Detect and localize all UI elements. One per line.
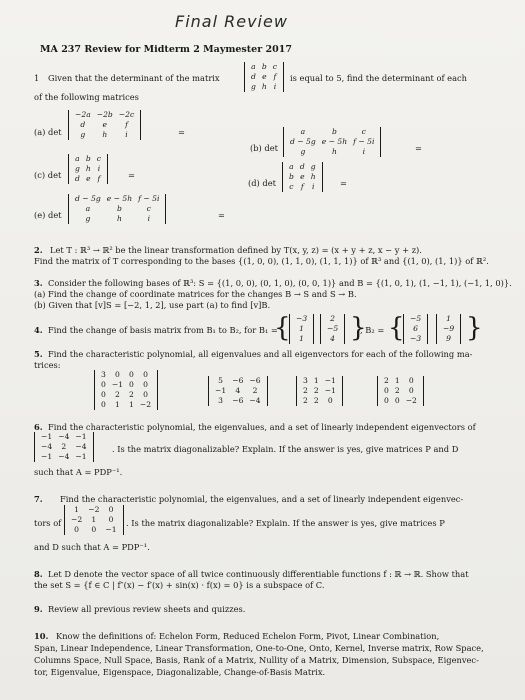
matrix-entry: 0 bbox=[74, 525, 80, 534]
matrix-row bbox=[98, 400, 154, 410]
matrix-row bbox=[68, 515, 120, 525]
q1d-equals: = bbox=[340, 178, 347, 188]
q1b-equals: = bbox=[415, 143, 422, 153]
q5-line2: trices: bbox=[34, 360, 61, 370]
q1a-label: (a) det bbox=[34, 127, 62, 137]
q1a-matrix bbox=[68, 110, 141, 140]
matrix-body bbox=[407, 314, 424, 344]
matrix-entry: 2 bbox=[252, 386, 258, 395]
q8-line2: the set S = {f ∈ C | f″(x) − f′(x) + sin(x) · f(x) = 0} is a subspace of C. bbox=[34, 580, 325, 590]
matrix-entry: 0 bbox=[101, 390, 106, 399]
matrix-entry: 0 bbox=[129, 380, 134, 389]
matrix-entry: g bbox=[251, 82, 256, 91]
matrix-entry: 2 bbox=[384, 376, 389, 385]
q6-matrix bbox=[34, 432, 94, 462]
vector-row bbox=[293, 324, 310, 334]
matrix-entry: −4 bbox=[249, 396, 261, 405]
matrix-row bbox=[381, 386, 420, 396]
q4-b2-label: , B₂ = bbox=[360, 325, 385, 335]
matrix-row bbox=[72, 204, 162, 214]
q1e-matrix bbox=[68, 194, 166, 224]
matrix-entry: −2 bbox=[71, 515, 83, 524]
vector-entry: 4 bbox=[330, 334, 336, 343]
matrix-row bbox=[72, 154, 104, 164]
q4-b2-vector-1 bbox=[403, 314, 428, 344]
matrix-row bbox=[72, 194, 162, 204]
matrix-entry: −2 bbox=[88, 505, 100, 514]
q1a-equals: = bbox=[178, 127, 185, 137]
q1b-matrix bbox=[283, 127, 381, 157]
matrix-entry: i bbox=[97, 164, 101, 173]
matrix-body bbox=[248, 62, 280, 92]
matrix-entry: i bbox=[273, 82, 277, 91]
q2-number: 2. bbox=[34, 245, 43, 255]
vector-entry: −5 bbox=[327, 324, 339, 333]
matrix-entry: d bbox=[80, 120, 86, 129]
matrix-row bbox=[38, 442, 90, 452]
matrix-row bbox=[38, 452, 90, 462]
matrix-entry: −1 bbox=[75, 432, 87, 441]
matrix-entry: a bbox=[75, 154, 80, 163]
matrix-entry: −2c bbox=[118, 110, 135, 119]
q4-b2-brace-open: { bbox=[388, 313, 405, 343]
q4-number: 4. bbox=[34, 325, 43, 335]
matrix-entry: −4 bbox=[75, 442, 87, 451]
q7-matrix bbox=[64, 505, 124, 535]
course-title: MA 237 Review for Midterm 2 Maymester 2017 bbox=[40, 44, 292, 55]
matrix-entry: b bbox=[261, 62, 267, 71]
matrix-entry: a bbox=[85, 204, 91, 213]
vector-entry: −9 bbox=[443, 324, 455, 333]
matrix-entry: −4 bbox=[58, 452, 70, 461]
matrix-entry: d bbox=[75, 174, 80, 183]
vector-entry: 9 bbox=[446, 334, 452, 343]
matrix-entry: f − 5i bbox=[138, 194, 160, 203]
matrix-entry: h bbox=[85, 164, 91, 173]
matrix-body bbox=[287, 127, 377, 157]
q6-line1: Find the characteristic polynomial, the eigenvalues, and a set of linearly independent eigenvectors of bbox=[48, 422, 476, 432]
vector-row bbox=[440, 314, 457, 324]
vector-row bbox=[440, 324, 457, 334]
vector-entry: 6 bbox=[413, 324, 419, 333]
matrix-entry: 0 bbox=[384, 386, 389, 395]
vector-entry: 2 bbox=[330, 314, 336, 323]
matrix-body bbox=[98, 370, 154, 410]
matrix-entry: 2 bbox=[394, 386, 400, 395]
q3-line2: (a) Find the change of coordinate matrices for the changes B → S and S → B. bbox=[34, 289, 357, 299]
q1-number: 1 bbox=[34, 73, 40, 83]
matrix-entry: i bbox=[147, 214, 151, 223]
matrix-entry: i bbox=[125, 130, 128, 139]
matrix-entry: 0 bbox=[129, 370, 134, 379]
vector-entry: −3 bbox=[410, 334, 422, 343]
q5-matrix-3 bbox=[296, 376, 343, 406]
q4-b1-brace-open: { bbox=[274, 313, 291, 343]
matrix-entry: g bbox=[300, 147, 306, 156]
vector-row bbox=[324, 334, 341, 344]
vector-row bbox=[440, 334, 457, 344]
q1d-matrix bbox=[282, 162, 323, 192]
matrix-row bbox=[212, 376, 264, 386]
matrix-entry: f bbox=[273, 72, 277, 81]
matrix-entry: −1 bbox=[324, 376, 336, 385]
vector-row bbox=[293, 314, 310, 324]
q4-b1-vector-1 bbox=[289, 314, 314, 344]
matrix-body bbox=[72, 154, 104, 184]
vector-row bbox=[324, 324, 341, 334]
matrix-body bbox=[440, 314, 457, 344]
matrix-entry: −1 bbox=[41, 432, 53, 441]
matrix-entry: −6 bbox=[249, 376, 261, 385]
q1-intro: Given that the determinant of the matrix bbox=[48, 73, 220, 83]
q1b-label: (b) det bbox=[250, 143, 278, 153]
matrix-entry: c bbox=[96, 154, 102, 163]
q10-line2: Span, Linear Independence, Linear Transformation, One-to-One, Onto, Kernel, Inverse matrix, Row Space, bbox=[34, 643, 484, 653]
q1c-matrix bbox=[68, 154, 108, 184]
matrix-body bbox=[38, 432, 90, 462]
matrix-entry: c bbox=[272, 62, 278, 71]
matrix-entry: 2 bbox=[313, 386, 319, 395]
matrix-row bbox=[72, 110, 137, 120]
matrix-entry: b bbox=[117, 204, 122, 213]
matrix-entry: 2 bbox=[303, 386, 308, 395]
matrix-entry: d − 5g bbox=[290, 137, 316, 146]
matrix-entry: 0 bbox=[143, 380, 148, 389]
matrix-entry: −1 bbox=[75, 452, 87, 461]
matrix-entry: d − 5g bbox=[75, 194, 101, 203]
q4-b2-brace-close: } bbox=[466, 313, 483, 343]
q4-b2-vector-2 bbox=[436, 314, 461, 344]
matrix-entry: 2 bbox=[129, 390, 134, 399]
matrix-entry: −6 bbox=[232, 396, 244, 405]
q9-number: 9. bbox=[34, 604, 43, 614]
q7-pre: tors of bbox=[34, 518, 62, 528]
matrix-row bbox=[300, 386, 339, 396]
vector-row bbox=[324, 314, 341, 324]
q10-line4: tor, Eigenvalue, Eigenspace, Diagonalizable, Change-of-Basis Matrix. bbox=[34, 667, 326, 677]
matrix-entry: e bbox=[262, 72, 267, 81]
matrix-row bbox=[248, 72, 280, 82]
matrix-entry: −2 bbox=[405, 396, 417, 405]
matrix-entry: 0 bbox=[408, 386, 414, 395]
q8-line1: Let D denote the vector space of all twice continuously differentiable functions f : ℝ → ℝ. Show that bbox=[48, 569, 469, 579]
q4-b1-brace-close: } bbox=[350, 313, 367, 343]
matrix-entry: g bbox=[75, 164, 80, 173]
matrix-body bbox=[68, 505, 120, 535]
matrix-entry: 4 bbox=[235, 386, 241, 395]
matrix-entry: 0 bbox=[384, 396, 389, 405]
matrix-row bbox=[300, 376, 339, 386]
matrix-row bbox=[38, 432, 90, 442]
matrix-entry: 3 bbox=[218, 396, 224, 405]
matrix-row bbox=[381, 396, 420, 406]
q5-matrix-2 bbox=[208, 376, 268, 406]
matrix-entry: −1 bbox=[111, 380, 124, 389]
q10-line1: Know the definitions of: Echelon Form, Reduced Echelon Form, Pivot, Linear Combination, bbox=[56, 631, 440, 641]
matrix-entry: −2a bbox=[75, 110, 91, 119]
matrix-entry: 0 bbox=[101, 400, 106, 409]
matrix-row bbox=[287, 137, 377, 147]
matrix-entry: 0 bbox=[143, 370, 148, 379]
matrix-entry: i bbox=[311, 182, 315, 191]
q3-line3: (b) Given that [v]S = [−2, 1, 2], use part (a) to find [v]B. bbox=[34, 300, 271, 310]
matrix-entry: b bbox=[85, 154, 91, 163]
matrix-entry: −1 bbox=[324, 386, 336, 395]
matrix-row bbox=[286, 162, 319, 172]
matrix-entry: a bbox=[251, 62, 256, 71]
matrix-entry: −2b bbox=[96, 110, 113, 119]
matrix-entry: h bbox=[310, 172, 316, 181]
matrix-body bbox=[212, 376, 264, 406]
vector-row bbox=[293, 334, 310, 344]
matrix-entry: a bbox=[289, 162, 294, 171]
matrix-entry: f bbox=[97, 174, 101, 183]
matrix-row bbox=[72, 214, 162, 224]
matrix-entry: −1 bbox=[41, 452, 53, 461]
matrix-entry: g bbox=[80, 130, 86, 139]
matrix-row bbox=[98, 390, 154, 400]
matrix-entry: 5 bbox=[218, 376, 224, 385]
matrix-entry: e bbox=[102, 120, 108, 129]
matrix-entry: −4 bbox=[58, 432, 70, 441]
matrix-entry: e bbox=[86, 174, 91, 183]
q5-line1: Find the characteristic polynomial, all eigenvalues and all eigenvectors for each of the following ma- bbox=[48, 349, 473, 359]
matrix-entry: 0 bbox=[394, 396, 400, 405]
matrix-entry: i bbox=[362, 147, 366, 156]
matrix-entry: −2 bbox=[139, 400, 152, 409]
matrix-entry: g bbox=[310, 162, 316, 171]
matrix-entry: −6 bbox=[232, 376, 244, 385]
handwritten-title: Final Review bbox=[175, 12, 288, 31]
q7-line2: . Is the matrix diagonalizable? Explain. If the answer is yes, give matrices P bbox=[126, 518, 445, 528]
matrix-body bbox=[72, 194, 162, 224]
matrix-entry: g bbox=[85, 214, 91, 223]
q5-number: 5. bbox=[34, 349, 43, 359]
matrix-entry: c bbox=[146, 204, 151, 213]
matrix-entry: b bbox=[332, 127, 337, 136]
matrix-entry: h bbox=[261, 82, 267, 91]
matrix-entry: h bbox=[117, 214, 122, 223]
matrix-row bbox=[72, 120, 137, 130]
q3-line1: Consider the following bases of ℝ³: S = {(1, 0, 0), (0, 1, 0), (0, 0, 1)} and B = {(1, 0, 1), (1, −1, 1), (−1, 1, 0)}. bbox=[48, 278, 512, 288]
q8-number: 8. bbox=[34, 569, 43, 579]
q3-number: 3. bbox=[34, 278, 43, 288]
matrix-row bbox=[248, 62, 280, 72]
q7-line1: Find the characteristic polynomial, the eigenvalues, and a set of linearly independent eigenvec- bbox=[60, 494, 464, 504]
matrix-entry: f − 5i bbox=[353, 137, 375, 146]
matrix-row bbox=[98, 380, 154, 390]
q5-matrix-1 bbox=[94, 370, 158, 410]
matrix-row bbox=[212, 386, 264, 396]
q9-text: Review all previous review sheets and quizzes. bbox=[48, 604, 246, 614]
q10-number: 10. bbox=[34, 631, 49, 641]
q7-number: 7. bbox=[34, 494, 43, 504]
matrix-entry: e − 5h bbox=[321, 137, 348, 146]
matrix-entry: −1 bbox=[105, 525, 117, 534]
q1c-label: (c) det bbox=[34, 170, 62, 180]
matrix-entry: 0 bbox=[108, 515, 114, 524]
matrix-entry: 0 bbox=[327, 396, 333, 405]
matrix-entry: 3 bbox=[303, 376, 308, 385]
matrix-entry: f bbox=[125, 120, 128, 129]
matrix-entry: 1 bbox=[74, 505, 80, 514]
matrix-entry: 0 bbox=[108, 505, 114, 514]
matrix-row bbox=[300, 396, 339, 406]
matrix-row bbox=[68, 505, 120, 515]
matrix-body bbox=[286, 162, 319, 192]
matrix-row bbox=[287, 147, 377, 157]
vector-entry: 1 bbox=[446, 314, 452, 323]
matrix-entry: 1 bbox=[129, 400, 134, 409]
q1e-label: (e) det bbox=[34, 210, 62, 220]
matrix-row bbox=[248, 82, 280, 92]
matrix-entry: 0 bbox=[408, 376, 414, 385]
matrix-row bbox=[72, 130, 137, 140]
matrix-entry: 1 bbox=[394, 376, 400, 385]
matrix-body bbox=[300, 376, 339, 406]
vector-entry: −5 bbox=[410, 314, 422, 323]
matrix-entry: 2 bbox=[115, 390, 120, 399]
matrix-row bbox=[72, 174, 104, 184]
matrix-entry: 1 bbox=[313, 376, 319, 385]
matrix-entry: b bbox=[289, 172, 294, 181]
matrix-entry: −4 bbox=[41, 442, 53, 451]
matrix-row bbox=[68, 525, 120, 535]
matrix-entry: f bbox=[300, 182, 304, 191]
q1-intro2: is equal to 5, find the determinant of each bbox=[290, 73, 468, 83]
q6-line3: such that A = PDP⁻¹. bbox=[34, 467, 123, 477]
matrix-entry: 2 bbox=[313, 396, 319, 405]
vector-row bbox=[407, 314, 424, 324]
vector-entry: −3 bbox=[296, 314, 308, 323]
matrix-row bbox=[287, 127, 377, 137]
matrix-row bbox=[286, 172, 319, 182]
q1-intro3: of the following matrices bbox=[34, 92, 139, 102]
q5-matrix-4 bbox=[377, 376, 424, 406]
vector-entry: 1 bbox=[299, 334, 305, 343]
matrix-entry: h bbox=[102, 130, 108, 139]
matrix-entry: h bbox=[332, 147, 337, 156]
matrix-entry: 0 bbox=[143, 390, 148, 399]
matrix-entry: 2 bbox=[303, 396, 308, 405]
q4-text: Find the change of basis matrix from B₁ to B₂, for B₁ = bbox=[48, 325, 278, 335]
matrix-row bbox=[212, 396, 264, 406]
vector-row bbox=[407, 324, 424, 334]
matrix-row bbox=[98, 370, 154, 380]
matrix-body bbox=[381, 376, 420, 406]
matrix-row bbox=[72, 164, 104, 174]
q1d-label: (d) det bbox=[248, 178, 276, 188]
q1e-equals: = bbox=[218, 210, 225, 220]
matrix-entry: 0 bbox=[101, 380, 106, 389]
q4-b1-vector-2 bbox=[320, 314, 345, 344]
matrix-entry: e − 5h bbox=[106, 194, 133, 203]
q10-line3: Columns Space, Null Space, Basis, Rank of a Matrix, Nullity of a Matrix, Dimension, Subspace, Eigenvec- bbox=[34, 655, 479, 665]
matrix-entry: 0 bbox=[91, 525, 97, 534]
q7-line3: and D such that A = PDP⁻¹. bbox=[34, 542, 150, 552]
matrix-entry: 3 bbox=[101, 370, 106, 379]
matrix-entry: 1 bbox=[115, 400, 120, 409]
matrix-entry: a bbox=[300, 127, 306, 136]
q2-line1: Let T : ℝ³ → ℝ² be the linear transformation defined by T(x, y, z) = (x + y + z, x − y + z). bbox=[50, 245, 422, 255]
q1c-equals: = bbox=[128, 170, 135, 180]
q6-line2: . Is the matrix diagonalizable? Explain. If the answer is yes, give matrices P and D bbox=[112, 444, 459, 454]
q2-line2: Find the matrix of T corresponding to the bases {(1, 0, 0), (1, 1, 0), (1, 1, 1)} of ℝ³ and {(1, 0), (1, 1)} of ℝ². bbox=[34, 256, 489, 266]
matrix-entry: 0 bbox=[115, 370, 120, 379]
matrix-row bbox=[286, 182, 319, 192]
vector-entry: 1 bbox=[299, 324, 305, 333]
matrix-entry: c bbox=[361, 127, 366, 136]
matrix-entry: 2 bbox=[61, 442, 67, 451]
vector-row bbox=[407, 334, 424, 344]
matrix-entry: e bbox=[300, 172, 305, 181]
q6-number: 6. bbox=[34, 422, 43, 432]
matrix-entry: d bbox=[251, 72, 256, 81]
matrix-body bbox=[324, 314, 341, 344]
matrix-entry: 1 bbox=[91, 515, 97, 524]
matrix-entry: c bbox=[289, 182, 294, 191]
matrix-entry: d bbox=[299, 162, 305, 171]
matrix-body bbox=[293, 314, 310, 344]
matrix-row bbox=[381, 376, 420, 386]
q1-matrix bbox=[244, 62, 284, 92]
matrix-entry: −1 bbox=[215, 386, 227, 395]
matrix-body bbox=[72, 110, 137, 140]
